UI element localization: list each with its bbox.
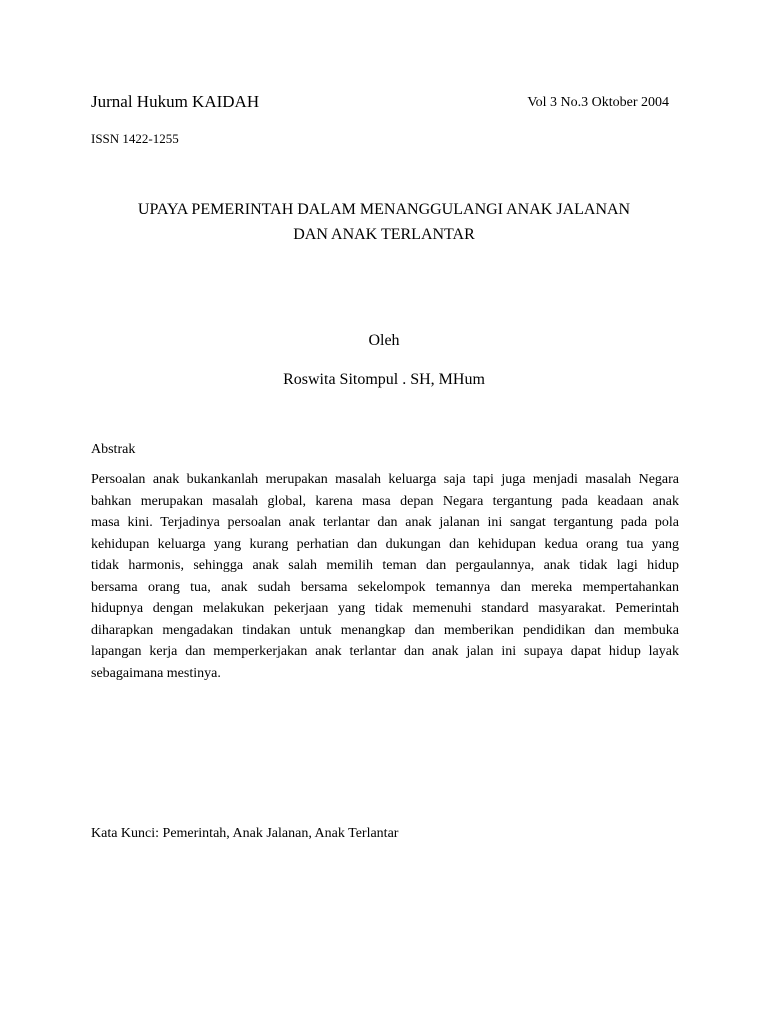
abstract-line: sebagaimana mestinya. [91,665,221,681]
article-title-line-2: DAN ANAK TERLANTAR [293,226,475,243]
abstract-line: diharapkan mengadakan tindakan untuk menangkap dan memberikan pendidikan dan membuka [91,622,679,638]
abstract-line: kehidupan keluarga yang kurang perhatian dan dukungan dan kehidupan kedua orang tua yang [91,536,679,552]
abstract-line: Persoalan anak bukankanlah merupakan masalah keluarga saja tapi juga menjadi masalah Negara [91,472,679,487]
abstract-line: tidak harmonis, sehingga anak salah memilih teman dan pergaulannya, anak tidak lagi hidup [91,558,679,573]
journal-name: Jurnal Hukum KAIDAH [91,92,260,111]
abstract-heading: Abstrak [91,442,136,457]
abstract-line: hidupnya dengan melakukan pekerjaan yang tidak memenuhi standard masyarakat. Pemerintah [91,601,679,616]
article-title-line-1: UPAYA PEMERINTAH DALAM MENANGGULANGI ANAK JALANAN [137,201,631,218]
byline-oleh: Oleh [368,332,400,349]
abstract-line: masa kini. Terjadinya persoalan anak terlantar dan anak jalanan ini sangat tergantung pada pola [91,515,679,530]
keywords: Kata Kunci: Pemerintah, Anak Jalanan, Anak Terlantar [91,826,399,841]
volume-info: Vol 3 No.3 Oktober 2004 [527,95,669,110]
abstract-body [91,469,679,684]
author-name: Roswita Sitompul . SH, MHum [283,371,485,388]
abstract-line: bahkan merupakan masalah global, karena masa depan Negara tergantung pada keadaan anak [91,493,679,509]
abstract-line: lapangan kerja dan memperkerjakan anak terlantar dan anak jalan ini supaya dapat hidup layak [91,644,679,659]
abstract-line: bersama orang tua, anak sudah bersama sekelompok temannya dan mereka mempertahankan [91,579,679,595]
article-title [80,197,688,247]
issn: ISSN 1422-1255 [91,131,179,146]
